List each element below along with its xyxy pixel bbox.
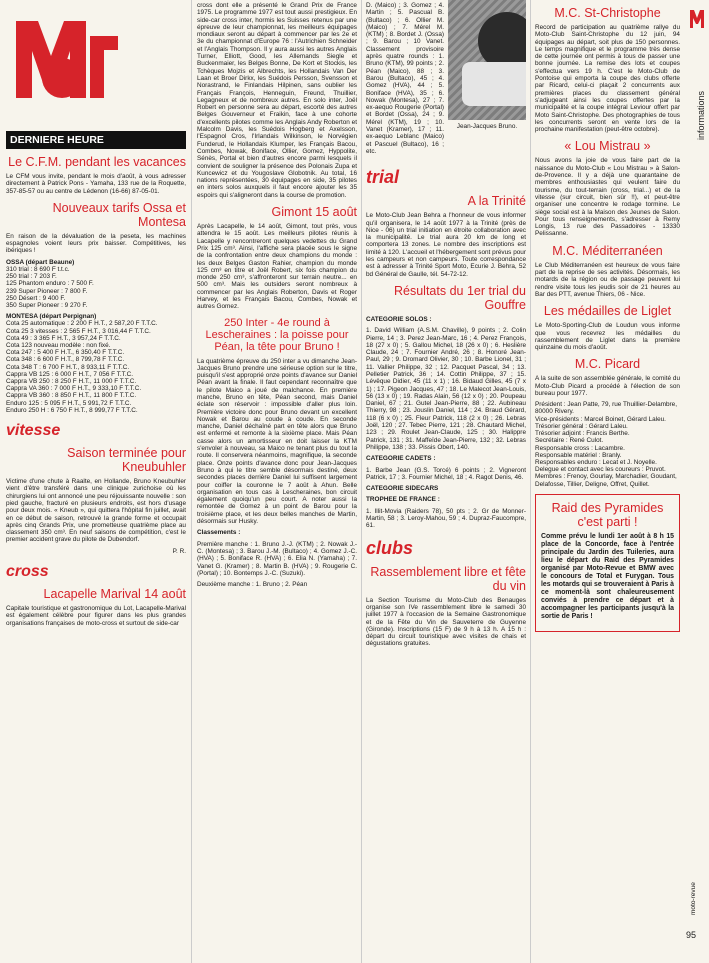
- headline: Gimont 15 août: [271, 205, 357, 220]
- photo-caption: Jean-Jacques Bruno.: [456, 123, 518, 130]
- committee-item: Membres : Frenoy, Gourlay, Marchadier, Goudant, Delafosse, Tillier, Deligne, Offret, Quillet.: [535, 473, 677, 488]
- section-tag: trial: [366, 167, 400, 188]
- committee-list: [535, 401, 680, 487]
- column-4: [535, 0, 680, 632]
- column-divider: [361, 0, 362, 963]
- article-body: Le Moto-Club Jean Behra a l'honneur de vous informer qu'il organisera, le 14 août 1977 à la Trinité (près de Nice - 06) un trial initiation en étroite collaboration avec la municipalité. Le trial aura 20 km de long et comportera 13 zones. Le nombre des inscriptions est limité à 120. L'accueil et l'hébergement sont prévus pour les campeurs et non campeurs. Toute correspondance est à adresser à Trinité Sport Moto, Ecurie J. Behra, 52 bd Général de Gaulle, tél. 54-72-12.: [366, 212, 526, 278]
- article-body: Nous avons la joie de vous faire part de la naissance du Moto-Club « Lou Mistrau » à Salon-de-Provence. Il y a déjà une quarantaine de membres enthousiastes qui veulent faire du tourisme, du tout-terrain (cross, trial...) et de la vitesse (sur circuit, bien sûr !!), et peut-être organiser une concentre le rodage tormine. Le siège social est à la Maison des Jeunes de Salon. Pour tous renseignements, s'adresser à Remy Longis, 13 rue des Passadoires - 13330 Pelissanne.: [535, 157, 680, 238]
- category-heading: TROPHEE DE FRANCE :: [366, 496, 440, 504]
- headline: « Lou Mistrau »: [564, 139, 651, 154]
- committee-item: Responsable matériel : Branly.: [535, 451, 622, 459]
- article-body: La Section Tourisme du Moto-Club des Benauges organise son IVe rassemblement libre le samedi 30 juillet 1977 à l'occasion de la Semaine Gastronomique et de la Fête du Vin de Sauveterre de Guyenne (Gironde). Inscriptions (15 F) de 9 h à 13 h. A 15 h : départ du circuit touristique avec visites de chais et dégustations gratuites.: [366, 596, 526, 648]
- headline: Le C.F.M. pendant les vacances: [8, 155, 186, 169]
- results-body: 1. Illit-Movia (Raiders 78), 50 pts ; 2. Gr de Monner-Martin, 58 ; 3. Leroy-Mahou, 59 ; 4. Dupraz-Faucompre, 61.: [366, 507, 526, 530]
- price-item: Cappra VB 360 : 8 850 F H.T., 11 800 F T.T.C.: [6, 392, 137, 400]
- price-item: 250 trial : 7 203 F.: [6, 273, 57, 281]
- committee-item: Responsable cross : Lacambre.: [535, 444, 625, 452]
- price-item: 310 trial : 8 690 F t.t.c.: [6, 265, 70, 273]
- committee-item: Secrétaire : René Culot.: [535, 437, 604, 445]
- article-body: Record de participation au quatrième rallye du Moto-Club Saint-Christophe du 12 juin, 94 équipages au départ, soit plus de 150 personnes. Le temps magnifique et le programme très dense de cette journée ont permis à tous de passer une bonne journée. La remise des lots et coupes s'effectua vers 19 h. C'est le Moto-Club de Pontoise qui emporta la coupe des clubs offerte par Ricard, celui-ci plaçait 2 concurrents aux premières places du classement général s'adjugeant ainsi les coupes offertes par la municipalité et la coupe intégral Leviour offert par Moto Saint-Christophe. Des photographies de tous les concurrents seront en vente lors de la prochaine manifestation (peut-être octobre).: [535, 24, 680, 134]
- price-item: 239 Super Pioneer : 7 800 F.: [6, 287, 88, 295]
- section-banner: DERNIERE HEURE: [6, 131, 186, 149]
- headline: Lacapelle Marival 14 août: [43, 587, 186, 602]
- price-list-heading: OSSA (départ Beaune): [6, 258, 75, 266]
- moto-revue-mini-logo-icon: [689, 6, 705, 30]
- article-body: En raison de la dévaluation de la peseta, les machines espagnoles voient leurs prix baisser. Compétitives, les ibériques !: [6, 232, 186, 255]
- column-divider: [530, 0, 531, 963]
- headline: A la Trinité: [467, 194, 526, 209]
- article-body: Le CFM vous invite, pendant le mois d'août, à vous adresser directement à Patrick Pons - Yamaha, 133 rue de la Roquette, 357-85-57 ou au centre de Lédenon (16-66) 87-05-01.: [6, 173, 186, 195]
- results-body: 1. David William (A.S.M. Chaville), 9 points ; 2. Colin Pierre, 14 ; 3. Perez Jean-Marc, 16 ; 4. Perez François, 18 (27 x 0) ; 5. Gallou Michel, 18 (26 x 0) ; 6. Heslière Claude, 24 ; 7. Fournier André, 26 ; 8. Honoré Jean-Paul, 29 ; 9. Dromard Olivier, 30 ; 10. Barbe Lionel, 31 ; 11. Vallier Philippe, 32 ; 12. Pacquet Pascal, 34 ; 13. Pelletier Patrick, 36 ; 14. Cottin Philippe, 37 ; 15. Lévêque Didier, 45 (11 x 1) ; 16. Bidaud Gilles, 45 (7 x 1) ; 17. Pigeon Jacques, 47 ; 18. Le Malecot Jean-Louis, 56 (13 x 0) ; 19. Radas Alain, 56 (12 x 0) ; 20. Poupeau Daniel, 67 ; 21. Gutel Jean-Pierre, 88 ; 22. Aubineau Thierry, 98 ; 23. Jouslin Daniel, 114 ; 24. Braud Gérard, 118 (6 x 0) ; 25. Fleur Patrick, 118 (2 x 0) ; 26. Lebras Joël, 120 ; 27. Tebec Pierre, 121 ; 28. Chautard Michel, 123 ; 29. Roulet Jean-Claude, 125 ; 30. Halippre Patrick, 131 ; 31. Maffeïde Jean-Pierre, 132 ; 32. Lebras Philippe, 138 ; 33. Pissis Obert, 140.: [366, 327, 526, 451]
- article-body: A la suite de son assemblée générale, le comité du Moto-Club Picard a procédé à l'élection de son bureau pour 1977.: [535, 375, 680, 397]
- price-item: Cota 247 : 5 400 F H.T., 6 350,40 F T.T.C.: [6, 349, 125, 357]
- headline: Saison terminée pour Kneubuhler: [67, 446, 186, 475]
- motorcycle-icon: [462, 62, 526, 106]
- price-item: Cota 25 automatique : 2 200 F H.T., 2 587,20 F T.T.C.: [6, 320, 158, 328]
- headline: M.C. Méditerranéen: [552, 243, 663, 258]
- article-body: Victime d'une chute à Raalte, en Hollande, Bruno Kneubuhler vient d'être transféré dans une clinique zurichoise où les chirurgiens lui ont annoncé une peu réjouissante nouvelle : son pied gauche, fracturé en plusieurs endroits, est hors d'usage pour deux mois. « Kneub », qui quittera l'hôpital fin juillet, avait en ce début de saison, retrouvé la grande forme et occupait après cinq Grands Prix, une prometteuse quatrième place au classement 350 cm³. En neuf saisons de compétition, c'est le premier accident grave du pilote de Dubendorf.: [6, 478, 186, 544]
- committee-item: Trésorier général : Gérard Laleu.: [535, 422, 628, 430]
- article-body: Capitale touristique et gastronomique du Lot, Lacapelle-Marival est également célèbre pour figurer dans les plus grandes organisations françaises de moto-cross et surtout de side-car: [6, 605, 186, 627]
- price-item: 350 Super Pioneer : 9 270 F.: [6, 302, 88, 309]
- article-body: Le Moto-Sporting-Club de Loudun vous informe que vous recevrez les médailles du rassemblement de Liglet dans la première quinzaine du mois d'août.: [535, 322, 680, 352]
- category-heading: CATEGORIE SIDECARS: [366, 485, 439, 493]
- committee-item: Vice-présidents : Marcel Boinet, Gérard Laleu.: [535, 415, 666, 423]
- category-heading: CATEGORIE SOLOS :: [366, 315, 432, 323]
- results-body: 1. Barbe Jean (G.S. Torcé) 6 points ; 2. Vigneront Patrick, 17 ; 3. Fournier Michel, 18 ; 4. Ragot Denis, 46.: [366, 466, 526, 481]
- headline: Rassemblement libre et fête du vin: [370, 564, 526, 593]
- headline: Raid des Pyramides c'est parti !: [551, 500, 664, 529]
- page-number: 95: [686, 930, 697, 940]
- committee-item: Trésorier adjoint : Francis Berthe.: [535, 430, 630, 438]
- section-tag: vitesse: [6, 422, 61, 440]
- results-body: Deuxième manche : 1. Bruno ; 2. Péan: [197, 581, 308, 589]
- price-item: Cota 49 : 3 365 F H.T., 3 957,24 F T.T.C.: [6, 334, 121, 342]
- headline: Nouveaux tarifs Ossa et Montesa: [52, 200, 186, 229]
- section-tag: cross: [6, 563, 49, 581]
- article-body: Le Club Méditerranéen est heureux de vous faire part de la reprise de ses activités. Désormais, les motards de la région ou de passage peuvent lui rendre visite tous les jeudis soir de 21 heures au Bar des PTT, avenue Thiers, 06 - Nice.: [535, 261, 680, 298]
- committee-item: Président : Jean Patte, 79, rue Thuillier-Delambre, 80000 Rivery.: [535, 401, 677, 416]
- price-item: 250 Désert : 9 400 F.: [6, 294, 66, 302]
- brand-label: moto-revue: [690, 882, 697, 915]
- price-item: Cota 348 : 6 600 F H.T., 8 799,78 F T.T.C.: [6, 356, 125, 364]
- results-body: Première manche : 1. Bruno J.-J. (KTM) ; 2. Nowak J.-C. (Montesa) ; 3. Barou J.-M. (Bultaco) ; 4. Gomez J.-C. (HVA) ; 5. Boniface R. (HVA) ; 6. Elia N. (Yamaha) ; 7. Vanet G. (Kramer) ; 8. Martin B. (HVA) ; 9. Rougerie C. (Portal) ; 10. Bontemps J.-C. (Suzuki).: [197, 540, 357, 577]
- price-item: Enduro 125 : 5 095 F H.T., 5 991,72 F T.T.C.: [6, 399, 132, 407]
- column-3: [366, 0, 526, 652]
- article-body: Après Lacapelle, le 14 août, Gimont, tout près, vous attendra le 15 août. Les meilleurs pilotes réunis à Lacapelle y rencontreront quelques vedettes du Grand Prix 125 cm³. Ainsi, l'affiche sera placée sous le signe de la confrontation entre deux champions du monde : les deux Belges Gaston Rahier, champion du monde 125 cm³ en titre et Joël Robert, six fois champion du monde 250 cm³, s'affronteront sur terrain neutre... en 500 cm³. Mais les outsiders seront nombreux à commencer par les Anglais Roberton, Davis et Roger Harvey, et les Français Bacou, Combes, Nowak et autres Gomez.: [197, 223, 357, 311]
- side-band: [684, 0, 709, 963]
- column-divider: [191, 0, 192, 963]
- headline: Les médailles de Liglet: [543, 304, 672, 319]
- announcement-box: [535, 494, 680, 632]
- committee-item: Responsables enduro : Lecat et J. Noyelle.: [535, 458, 657, 466]
- author-signature: P. R.: [172, 547, 186, 555]
- price-item: Cota 25 3 vitesses : 2 565 F H.T., 3 016,44 F T.T.C.: [6, 327, 151, 335]
- price-list-heading: MONTESA (départ Perpignan): [6, 313, 97, 321]
- rider-photo: [448, 0, 526, 120]
- column-2: [197, 0, 357, 592]
- headline: M.C. St-Christophe: [554, 6, 661, 20]
- price-item: Enduro 250 H : 6 750 F H.T., 8 999,77 F T.T.C.: [6, 406, 138, 414]
- article-body: D. (Maico) ; 3. Gomez ; 4. Martin ; 5. Pascual B. (Bultaco) ; 6. Ollier M. (Maico) ; 7. Mérel M. (KTM) ; 8. Bordet J. (Ossa) ; 9. Barou ; 10 Vanet. Classement provisoire après quatre rounds : 1. Bruno (KTM), 99 points ; 2. Péan (Maico), 88 ; 3. Barou (Bultaco), 45 ; 4. Gomez (HVA), 44 ; 5. Boniface (HVA), 35 ; 6. Nowak (Montesa), 27 ; 7. ex-aequo Rougerie (Portal) et Bordet (Ossa), 24 ; 9. Mérel (KTM), 19 ; 10. Vanet (Kramer), 17 ; 11. ex-aequo Leblanc (Maico) et Pascuel (Bultaco), 16 ; etc.: [366, 2, 444, 155]
- results-heading: Classements :: [197, 529, 241, 537]
- price-item: 125 Phantom enduro : 7 500 F.: [6, 280, 94, 288]
- price-list: [6, 320, 186, 414]
- price-item: Cappra VB 250 : 8 250 F H.T., 11 000 F T.T.C.: [6, 378, 137, 386]
- section-tag: clubs: [366, 537, 414, 558]
- column-1: [6, 0, 186, 631]
- headline: Résultats du 1er trial du Gouffre: [393, 283, 526, 312]
- article-body: La quatrième épreuve du 250 inter a vu dimanche Jean-Jacques Bruno prendre une sérieuse option sur le titre, puisqu'il s'est approprié onze points d'avance sur Daniel Péan avant la finale. Il faut cependant reconnaître que le pilote Maico a joué de malchance. En première manche, Bruno en tête, Péan second, mais Daniel éclate son réservoir : impossible d'aller plus loin. Première victoire donc pour Bruno devant un excellent Nowak et Barou au coude à coude. En seconde manche, Daniel déchaîné part en tête alors que Bruno est enfermé et remonte à la sixième place. Mais Péan casse alors un amortisseur en doit laisser la KTM s'envoler à nouveau, sa Maico ne tenant plus du tout la route. Il conservera néanmoins, magnifique, la seconde place. Onze points d'avance donc pour Jean-Jacques Bruno à qui le titre semble désormais destiné, deux secondes places derrière Daniel lui suffisent largement pour coiffer la couronne le 7 août à Ahun. Belle organisation en tous cas à Lescheraines, bon circuit également quoiqu'un peu court. A noter aussi la remontée de Gomez à un point de Barou pour la troisième place, et les deux belles manches de Martin, désormais sur Husky.: [197, 357, 357, 526]
- category-heading: CATEGORIE CADETS :: [366, 455, 436, 463]
- price-item: Cappra VA 360 : 7 000 F H.T., 9 333,10 F T.T.C.: [6, 385, 142, 393]
- price-item: Cappra VB 125 : 6 000 F H.T., 7 056 F T.T.C.: [6, 370, 134, 378]
- headline: M.C. Picard: [574, 357, 641, 372]
- announcement-body: Comme prévu le lundi 1er août à 8 h 15 place de la Concorde, face à l'entrée principale du Jardin des Tuileries, aura lieu le départ du Raid des Pyramides organisé par Moto-Revue et BMW avec le concours de Total et Furygan. Tous les motards qui se trouveraient à Paris à ce moment-là sont chaleureusement conviés à prendre ce départ et à accompagner les participants jusqu'à la sortie de Paris !: [541, 532, 674, 620]
- price-item: Cota 348 T : 6 700 F H.T., 8 933,11 F T.T.C.: [6, 363, 130, 371]
- section-label: informations: [696, 90, 706, 140]
- price-item: Cota 123 nouveau modèle : non fixé.: [6, 342, 111, 350]
- headline: 250 Inter - 4e round à Lescheraines : la poisse pour Péan, la tête pour Bruno !: [205, 316, 349, 354]
- article-body: cross dont elle a présenté le Grand Prix de France 1975. Le programme 1977 est tout aussi prestigieux. En side-car cross inter, hormis les Suisses retenus par une épreuve de leur championnat, les meilleurs équipages mondiaux seront au départ à commencer par les 2e et 3e du championnat d'Europe 76 : l'Autrichien Schneider et l'Anglais Thompson. Il y aura aussi les autres Anglais Turner, Elliott, Good, les Allemands Siegle et Buckenmaier, les Belges Bonne, De Kort et Stockis, les Tchèques Mojzis et Albrechts, les Hollandais Van Der Laan et Broer Dirkx, les Suédois Persson, Svensson et Norastrand, le Finlandais Hilpinen, sans oublier les Français François, Henneguin, Freund, Thuillier, Legagneux et de nombreux autres. En solo inter, Joël Robert en personne sera au départ, escorté des autres Belges Gouverneur et Fraikin, face à une cohorte d'excellents pilotes comme les Anglais Andy Roberton et Malcolm Davis, les Suédois Hogberg et Axelsson, l'Espagnol Cros, l'Irlandais Wilkinson, le Norvégien Funderud, le Hollandais Klumper, les Français Bacou, Combes, Nowak, Boniface, Ollier, Gomez, Hyppolite, Sénès, Portal et bien d'autres encore parmi lesquels il convient de souligner la présence des Polonais Zupa et Kuncewicz et du Yougoslave Globotnik. Au total, 16 nations représentées, 30 équipages en side, 35 pilotes en inters solos auxquels il faut encore ajouter les 35 espoirs qui s'aligneront dans la course de promotion.: [197, 2, 357, 199]
- moto-revue-logo-icon: [6, 6, 124, 124]
- committee-item: Delegue et contact avec les coureurs : Pruvot.: [535, 466, 666, 474]
- price-list: [6, 266, 186, 309]
